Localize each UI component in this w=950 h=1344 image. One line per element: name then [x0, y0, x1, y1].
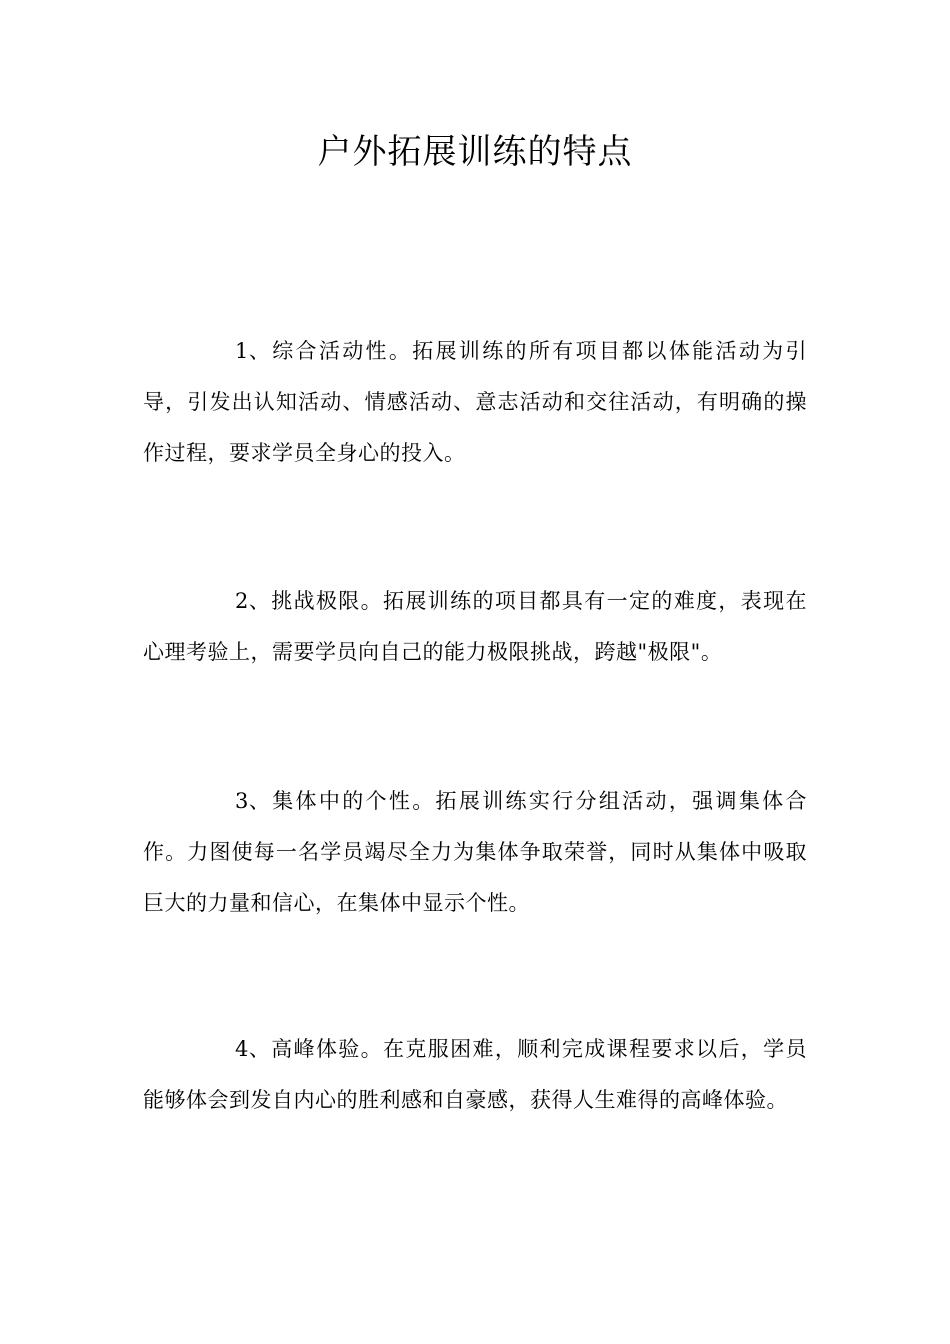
paragraph-1 [143, 326, 807, 479]
paragraph-2 [143, 576, 807, 678]
paragraph-number: 1、 [235, 339, 271, 363]
paragraph-text: 挑战极限。拓展训练的项目都具有一定的难度，表现在心理考验上，需要学员向自己的能力极限挑战，跨越"极限"。 [143, 589, 807, 664]
paragraph-text: 高峰体验。在克服困难，顺利完成课程要求以后，学员能够体会到发自内心的胜利感和自豪感，获得人生难得的高峰体验。 [143, 1037, 807, 1112]
paragraph-text: 综合活动性。拓展训练的所有项目都以体能活动为引导，引发出认知活动、情感活动、意志活动和交往活动，有明确的操作过程，要求学员全身心的投入。 [143, 339, 807, 465]
paragraph-number: 4、 [235, 1037, 271, 1061]
paragraph-4 [143, 1024, 807, 1126]
paragraph-number: 2、 [235, 589, 271, 613]
paragraph-number: 3、 [235, 789, 271, 813]
document-title: 户外拓展训练的特点 [317, 132, 633, 172]
paragraph-3 [143, 776, 807, 929]
paragraph-text: 集体中的个性。拓展训练实行分组活动，强调集体合作。力图使每一名学员竭尽全力为集体争取荣誉，同时从集体中吸取巨大的力量和信心，在集体中显示个性。 [143, 789, 807, 915]
